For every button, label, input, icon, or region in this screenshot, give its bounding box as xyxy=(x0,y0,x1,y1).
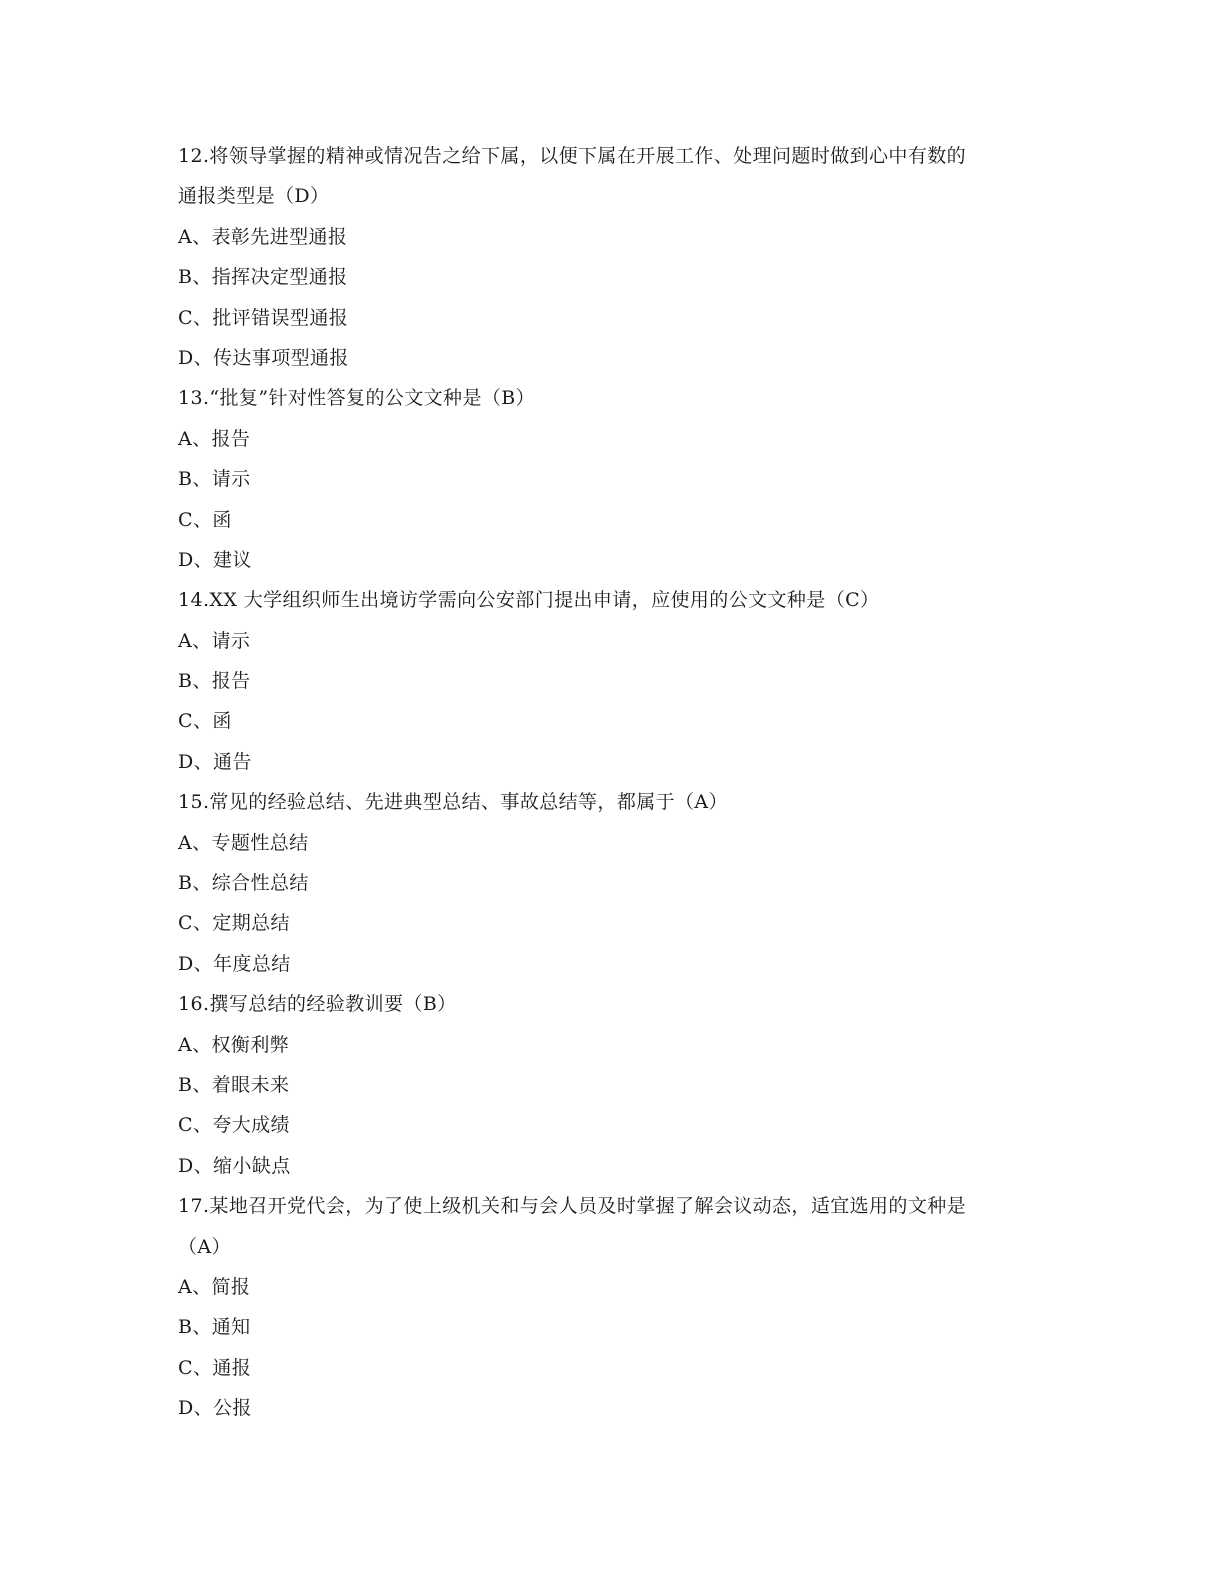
option-c: C、通报 xyxy=(178,1356,252,1379)
question-13 xyxy=(178,378,1038,580)
option-c: C、函 xyxy=(178,710,232,733)
question-text-line: 14.XX 大学组织师生出境访学需向公安部门提出申请，应使用的公文文种是（C） xyxy=(178,589,880,612)
question-14 xyxy=(178,580,1038,782)
option-b: B、着眼未来 xyxy=(178,1073,290,1096)
option-a: A、报告 xyxy=(178,427,251,450)
option-a: A、权衡利弊 xyxy=(178,1033,290,1056)
option-c: C、定期总结 xyxy=(178,912,290,935)
option-d: D、年度总结 xyxy=(178,952,291,975)
option-a: A、请示 xyxy=(178,629,251,652)
question-text-line: 16.撰写总结的经验教训要（B） xyxy=(178,993,457,1016)
question-text-line: 12.将领导掌握的精神或情况告之给下属，以便下属在开展工作、处理问题时做到心中有数的 xyxy=(178,145,967,167)
question-12 xyxy=(178,136,1038,378)
question-text-line: 17.某地召开党代会，为了使上级机关和与会人员及时掌握了解会议动态，适宜选用的文种是 xyxy=(178,1195,967,1218)
option-b: B、报告 xyxy=(178,670,251,693)
question-17 xyxy=(178,1186,1038,1428)
option-b: B、请示 xyxy=(178,468,251,491)
question-text-line: 通报类型是（D） xyxy=(178,185,330,208)
document-page xyxy=(178,136,1038,1429)
option-d: D、建议 xyxy=(178,548,252,571)
question-16 xyxy=(178,984,1038,1186)
question-text-line: 15.常见的经验总结、先进典型总结、事故总结等，都属于（A） xyxy=(178,791,728,814)
option-d: D、通告 xyxy=(178,750,252,773)
option-b: B、指挥决定型通报 xyxy=(178,266,348,289)
question-text-line: （A） xyxy=(178,1235,231,1258)
option-c: C、夸大成绩 xyxy=(178,1114,290,1137)
option-b: B、综合性总结 xyxy=(178,872,309,895)
question-15 xyxy=(178,782,1038,984)
question-text-line: 13.“批复”针对性答复的公文文种是（B） xyxy=(178,387,536,410)
option-d: D、公报 xyxy=(178,1397,252,1420)
option-d: D、传达事项型通报 xyxy=(178,346,349,369)
option-b: B、通知 xyxy=(178,1316,251,1339)
option-a: A、简报 xyxy=(178,1275,251,1298)
option-c: C、函 xyxy=(178,508,232,531)
option-a: A、专题性总结 xyxy=(178,831,309,854)
option-d: D、缩小缺点 xyxy=(178,1154,291,1177)
option-c: C、批评错误型通报 xyxy=(178,306,349,329)
option-a: A、表彰先进型通报 xyxy=(178,225,348,248)
